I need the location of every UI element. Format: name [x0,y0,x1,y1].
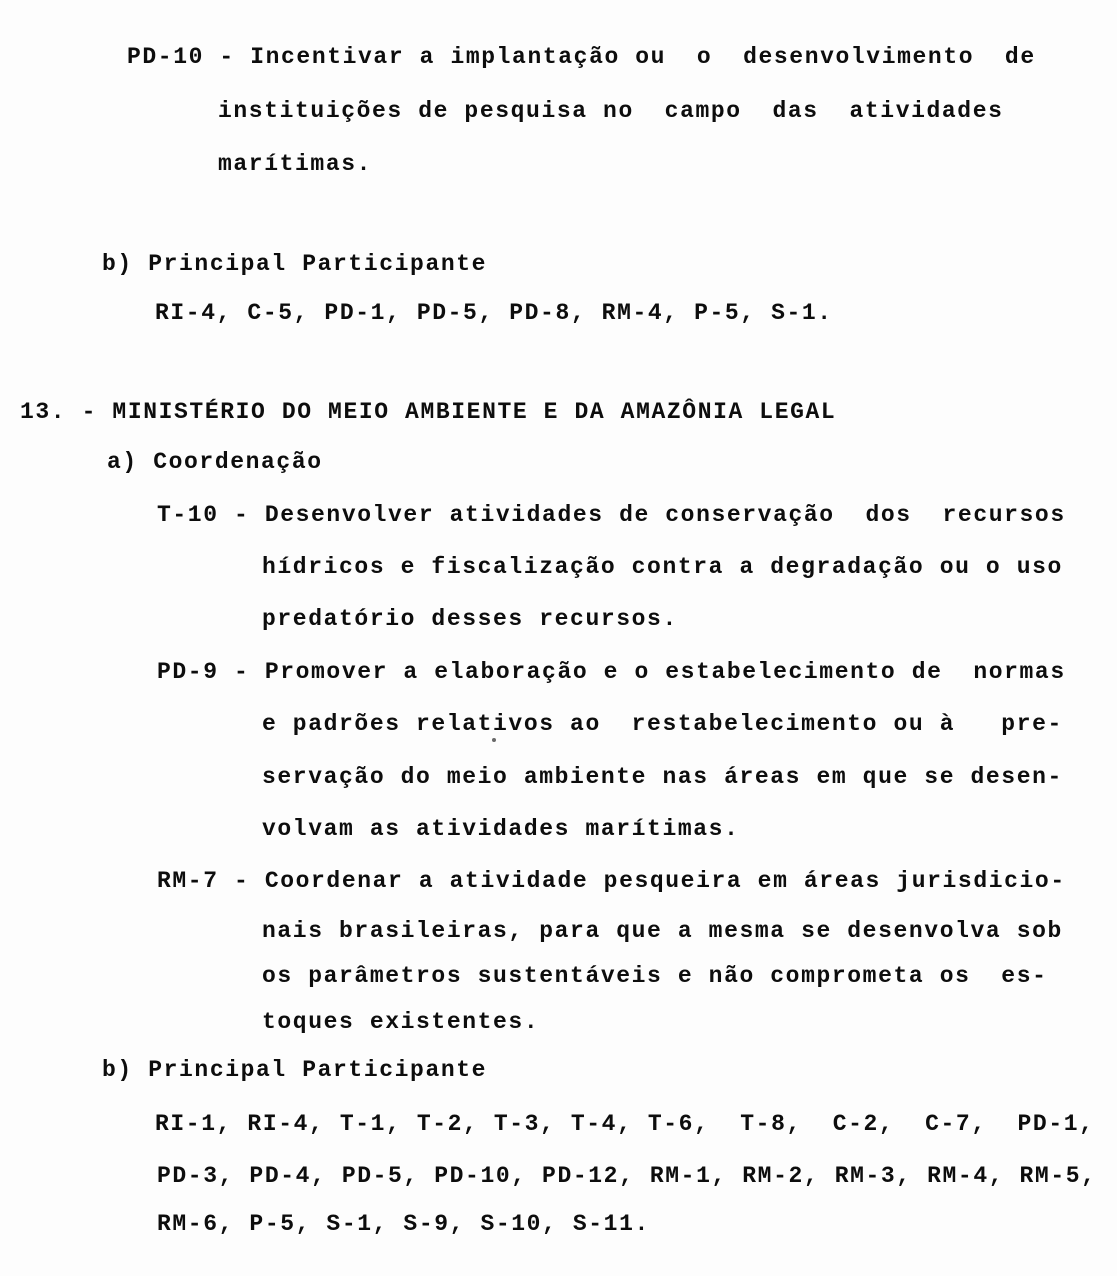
item-pd10-first-line: PD-10 - Incentivar a implantação ou o desenvolvimento de [127,44,1036,70]
participants-prev-codes: RI-4, C-5, PD-1, PD-5, PD-8, RM-4, P-5, S-1. [155,300,833,326]
item-pd10-cont-line-1: instituições de pesquisa no campo das atividades [218,98,1004,124]
participants-13-label: b) Principal Participante [102,1057,488,1083]
item-pd10-cont-line-2: marítimas. [218,151,373,177]
participants-13-codes-line-1: RI-1, RI-4, T-1, T-2, T-3, T-4, T-6, T-8, C-2, C-7, PD-1, [155,1111,1095,1137]
item-pd9-cont-line-2: servação do meio ambiente nas áreas em que se desen- [262,764,1063,790]
participants-13-codes-line-3: RM-6, P-5, S-1, S-9, S-10, S-11. [157,1211,650,1237]
item-pd9-first-line: PD-9 - Promover a elaboração e o estabelecimento de normas [157,659,1066,685]
scan-speck [492,738,496,742]
item-rm7-first-line: RM-7 - Coordenar a atividade pesqueira em áreas jurisdicio- [157,868,1066,894]
item-pd9-cont-line-3: volvam as atividades marítimas. [262,816,740,842]
item-rm7-cont-line-2: os parâmetros sustentáveis e não comprometa os es- [262,963,1048,989]
item-t10-first-line: T-10 - Desenvolver atividades de conservação dos recursos [157,502,1066,528]
participants-prev-label: b) Principal Participante [102,251,488,277]
item-pd9-cont-line-1: e padrões relativos ao restabelecimento ou à pre- [262,711,1063,737]
participants-13-codes-line-2: PD-3, PD-4, PD-5, PD-10, PD-12, RM-1, RM-2, RM-3, RM-4, RM-5, [157,1163,1097,1189]
item-t10-cont-line-2: predatório desses recursos. [262,606,678,632]
item-t10-cont-line-1: hídricos e fiscalização contra a degradação ou o uso [262,554,1063,580]
item-rm7-cont-line-1: nais brasileiras, para que a mesma se desenvolva sob [262,918,1063,944]
section-13-heading: 13. - MINISTÉRIO DO MEIO AMBIENTE E DA AMAZÔNIA LEGAL [20,399,837,425]
item-rm7-cont-line-3: toques existentes. [262,1009,540,1035]
coordination-label: a) Coordenação [107,449,323,475]
